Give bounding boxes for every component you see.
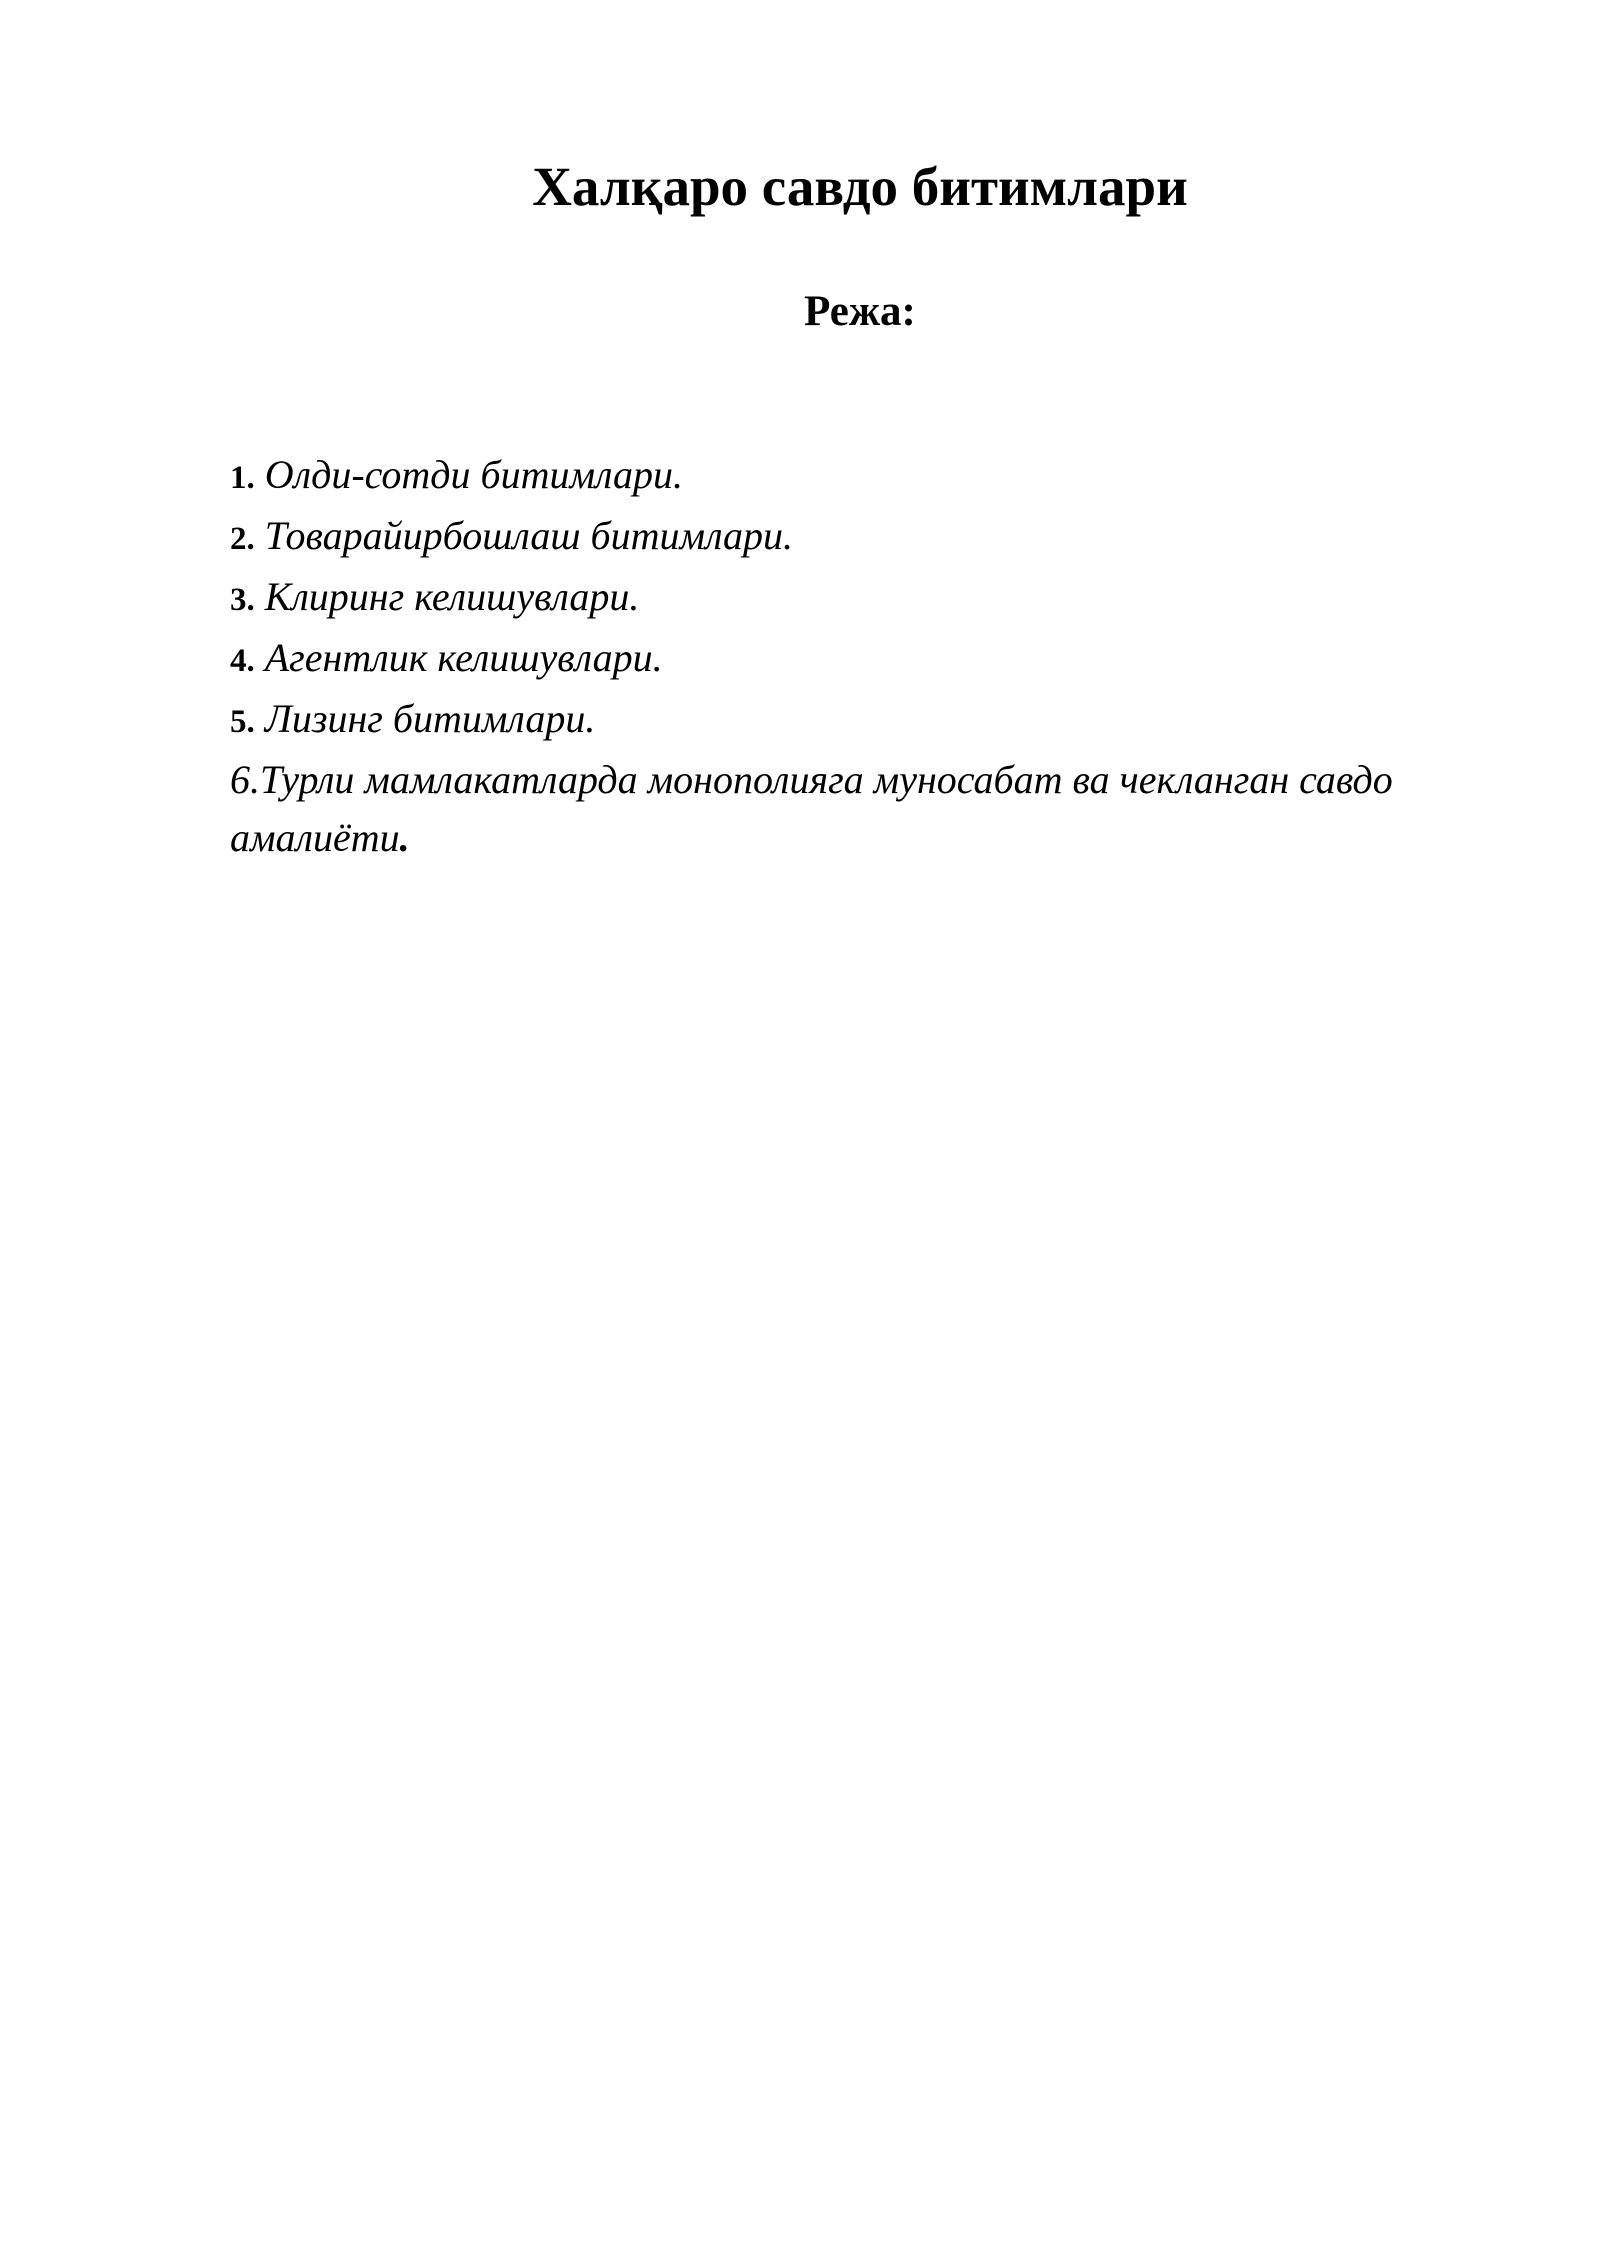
plan-list	[230, 446, 1430, 867]
plan-item-number: 6.	[230, 757, 260, 802]
plan-item-number: 4.	[230, 643, 255, 679]
document-title: Халқаро савдо битимлари	[532, 156, 1188, 217]
plan-item-text: Лизинг битимлари.	[264, 696, 596, 741]
plan-item-6	[230, 751, 1430, 867]
plan-item-end-mark: .	[399, 815, 410, 860]
plan-item-text: Агентлик келишувлари.	[264, 635, 663, 680]
plan-item-text: Клиринг келишувлари.	[264, 574, 640, 619]
plan-item-number: 2.	[230, 521, 255, 557]
plan-item-text: Турли мамлакатларда монополияга муносабат ва чекланган савдо амалиёти	[230, 757, 1393, 860]
plan-item-number: 3.	[230, 582, 255, 618]
plan-item-text: Олди-сотди битимлари.	[264, 452, 683, 497]
plan-item-2	[230, 507, 1430, 568]
plan-item-number: 1.	[230, 460, 255, 496]
plan-item-1	[230, 446, 1430, 507]
plan-heading: Режа:	[804, 288, 916, 335]
plan-item-5	[230, 690, 1430, 751]
plan-item-4	[230, 629, 1430, 690]
plan-item-text: Товарайирбошлаш битимлари.	[264, 513, 794, 558]
plan-item-3	[230, 568, 1430, 629]
plan-item-number: 5.	[230, 704, 255, 740]
